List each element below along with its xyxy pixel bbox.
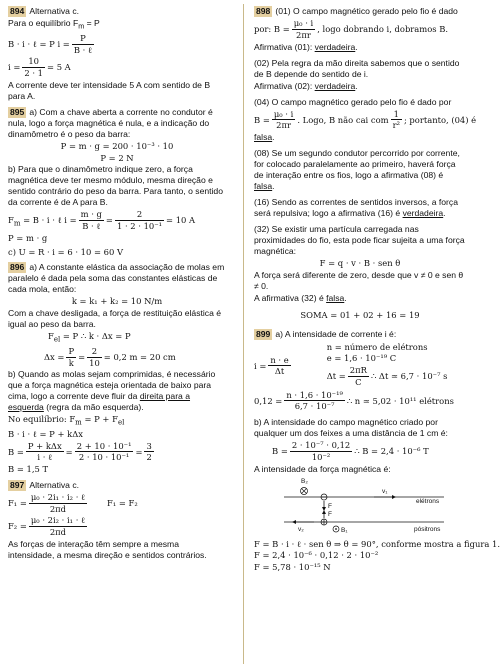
- fig-electrons-label: elétrons: [416, 497, 440, 505]
- q898-p1: [254, 6, 466, 17]
- q894-eq2-text: i =: [8, 62, 21, 73]
- eq-text: F: [48, 331, 54, 342]
- frac-num: μ₀ · i: [273, 108, 294, 119]
- eq-sub: m: [13, 219, 21, 228]
- q898-p3c: falsa.: [254, 132, 275, 142]
- fig-b2-label: B₂: [301, 477, 308, 485]
- q898-p4-text: (08) Se um segundo condutor percorrido por corrente, for colocado paralelamente ao primeiro, haverá força de interação entre os fios, logo a afirmativa (08) é: [254, 148, 460, 180]
- q899-eq3-frac: [290, 440, 352, 463]
- q898-p3-frac1: [272, 109, 295, 132]
- q896-eq5: B · i · ℓ = P + kΔx: [8, 428, 83, 439]
- eq-text: ∴ Δt ≃ 6,7 · 10⁻⁷ s: [370, 370, 448, 381]
- q896-eq1: k = k₁ + k₂ = 10 N/m: [71, 296, 163, 307]
- q899-number: 899: [256, 328, 271, 339]
- q898-p5: (16) Sendo as correntes de sentidos inversos, a força será repulsiva; logo a afirmativa (16) é verdadeira.: [254, 197, 458, 218]
- frac-den: B · ℓ: [73, 44, 92, 55]
- frac-den: 2 · 1: [24, 68, 44, 79]
- q896-p2: Com a chave desligada, a força de restituição elástica é igual ao peso da barra.: [8, 308, 222, 330]
- q895-eq3-frac2: [115, 209, 164, 232]
- fig-v1-label: v₁: [382, 487, 388, 495]
- left-column: [8, 6, 226, 562]
- q897-eq2: [8, 515, 226, 538]
- q898-number: 898: [256, 6, 271, 16]
- q896-b-tail: (regra da mão esquerda).: [43, 402, 144, 413]
- q899-b: b) A intensidade do campo magnético criado por qualquer um dos feixes a uma distância de 1 cm é:: [254, 417, 448, 438]
- affirm-verdict: verdadeira: [314, 80, 356, 91]
- eq-text: No equilíbrio: F: [8, 414, 76, 425]
- q894-line1: [8, 18, 226, 32]
- q899-eq4: F = B · i · ℓ · sen θ ⇒ θ = 90°, conforme mostra a figura 1.: [254, 538, 500, 549]
- q896-number: 896: [10, 262, 25, 273]
- q898-p6: (32) Se existir uma partícula carregada nas proximidades do fio, esta pode ficar sujeita a uma força magnética:: [254, 224, 465, 256]
- q898-p3-frac2: [391, 109, 402, 132]
- affirm-verdict: falsa: [254, 132, 273, 142]
- eq-text: B =: [254, 114, 270, 125]
- frac-num: P: [72, 33, 94, 45]
- q899-eq5: F = 2,4 · 10⁻⁶ · 0,12 · 2 · 10⁻²: [254, 550, 379, 561]
- eq-text: por: B =: [254, 23, 290, 34]
- q894-conclusion: A corrente deve ter intensidade 5 A com sentido de B para A.: [8, 79, 211, 101]
- eq-text: F₁ = F₂: [107, 497, 138, 508]
- frac-den: 10⁻²: [311, 451, 331, 462]
- frac-den: Δt: [274, 366, 285, 377]
- q894-eq2-tail: = 5 A: [47, 62, 71, 73]
- frac-den: B · ℓ: [82, 221, 101, 232]
- q899-eq1-block: [254, 341, 466, 389]
- q899-c: A intensidade da força magnética é:: [254, 463, 391, 474]
- eq-text: = 0,2 m = 20 cm: [103, 351, 176, 362]
- q896-a-text: a) A constante elástica da associação de molas em paralelo é dada pela soma das constantes elásticas de cada mola, então:: [8, 262, 225, 295]
- frac-num: 2: [115, 209, 164, 221]
- q896-a: [8, 262, 226, 295]
- frac-den: 2πd: [49, 527, 67, 538]
- affirm-verdict: verdadeira: [402, 208, 444, 218]
- frac-den: 10: [89, 357, 100, 368]
- q898-p3: (04) O campo magnético gerado pelo fio é dado por: [254, 96, 452, 107]
- eq-text: = B · i · ℓ i =: [20, 215, 77, 226]
- fig-b1-label: B₁: [341, 526, 348, 534]
- frac-num: 10: [22, 56, 45, 68]
- q896-b-underlined: direita para a esquerda: [8, 391, 191, 413]
- q898-p2: (02) Pela regra da mão direita sabemos que o sentido de B depende do sentido de i.: [254, 57, 460, 79]
- q895-eq3: [8, 209, 226, 232]
- q897-eq1: [8, 492, 226, 515]
- frac-num: μ₀ · 2i₁ · i₂ · ℓ: [30, 491, 86, 502]
- affirm-verdict: falsa: [254, 181, 273, 191]
- q894-number: 894: [10, 6, 25, 16]
- affirm-label: Afirmativa (02):: [254, 80, 315, 91]
- eq-text: = 10 A: [166, 215, 196, 226]
- legend-dt: [327, 365, 448, 388]
- eq-text: =: [105, 215, 113, 226]
- q894-eq1-text: B · i · ℓ = P i =: [8, 38, 70, 49]
- frac-den: 2πr: [296, 29, 311, 40]
- frac-den: 1 · 2 · 10⁻¹: [116, 221, 163, 232]
- q895-a-text: a) Com a chave aberta a corrente no condutor é nula, logo a força magnética é nula, e a indicação do dinamômetro é o peso da barra:: [8, 106, 213, 139]
- q898-p1-frac: [292, 18, 315, 41]
- q896-eq2: [48, 331, 226, 345]
- frac-den: 2: [146, 452, 152, 463]
- q895-number: 895: [10, 106, 25, 117]
- q896-eq6-frac1: [26, 441, 64, 464]
- q894-sub: m: [78, 22, 85, 31]
- q896-eq6: [8, 441, 226, 464]
- eq-text: F: [8, 215, 14, 226]
- q897-eq2-frac: [29, 515, 87, 538]
- q899-a-text: a) A intensidade de corrente i é:: [275, 328, 397, 339]
- q898-p3-eq: [254, 108, 477, 132]
- fig-f1-label: F: [328, 502, 332, 510]
- q896-eq3-frac1: [66, 346, 76, 369]
- eq-sub: m: [75, 418, 82, 427]
- q897-answer: Alternativa c.: [29, 479, 80, 490]
- q896-b: [8, 369, 226, 413]
- frac-num: 2 · 10⁻⁷ · 0,12: [291, 440, 351, 450]
- q895-b-text: b) Para que o dinamômetro indique zero, a força magnética deve ter mesmo módulo, mesma direção e sentido contrário do peso da barra. Para tanto, o sentido da corrente é de A para B.: [8, 164, 223, 208]
- q895-c: c) U = R · i = 6 · 10 = 60 V: [8, 246, 124, 257]
- legend-e: e = 1,6 · 10⁻¹⁹ C: [326, 353, 397, 364]
- frac-den: k: [68, 357, 74, 368]
- q896-eq3: [44, 346, 226, 369]
- eq-text: =: [65, 446, 73, 457]
- frac-num: 1: [391, 109, 402, 121]
- eq-text: ∴ n ≃ 5,02 · 10¹¹ elétrons: [346, 395, 454, 406]
- q894-tail: = P: [84, 18, 100, 28]
- eq-text: . Logo, B não cai com: [297, 114, 389, 125]
- q894-answer: Alternativa c.: [29, 6, 80, 16]
- eq-text: F₂ =: [8, 521, 27, 532]
- q898-eq6: F = q · v · B · sen θ: [319, 258, 401, 268]
- frac-num: μ₀ · i: [293, 18, 314, 28]
- eq-text: = P ∴ k · Δx = P: [60, 331, 131, 342]
- affirm-label: A afirmativa (32) é: [254, 292, 327, 303]
- q898-p1-eq: [254, 18, 466, 41]
- affirm-label: Afirmativa (01):: [254, 41, 315, 52]
- q898-p1-text: (01) O campo magnético gerado pelo fio é dado: [275, 6, 458, 16]
- frac-num: 2 + 10 · 10⁻¹: [76, 440, 132, 451]
- fig-f2-label: F: [328, 510, 332, 518]
- frac-den: C: [355, 376, 362, 387]
- legend-dt-frac: [348, 365, 369, 388]
- q894-text: Para o equilíbrio F: [8, 18, 79, 28]
- eq-text: =: [135, 446, 143, 457]
- q895-eq2: P = 2 N: [100, 152, 134, 163]
- frac-den: 6,7 · 10⁻⁷: [294, 401, 335, 412]
- q898-p2c: Afirmativa (02): verdadeira.: [254, 80, 358, 91]
- q896-eq3-frac2: [87, 346, 102, 369]
- q897-eq1-frac: [29, 492, 87, 515]
- frac-num: 2: [87, 346, 102, 358]
- eq-text: Δt =: [326, 370, 346, 381]
- affirm-verdict: verdadeira: [314, 41, 356, 52]
- eq-text: , logo dobrando i, dobramos B.: [317, 23, 449, 34]
- frac-den: 2πr: [276, 120, 291, 131]
- eq-text: Δx =: [44, 351, 65, 362]
- eq-sub: el: [117, 418, 125, 427]
- q898-sum: SOMA = 01 + 02 + 16 = 19: [300, 309, 420, 320]
- frac-den: 2πd: [49, 503, 67, 514]
- q896-b-text: b) Quando as molas sejam comprimidas, é necessário que a força magnética esteja orientada de baixo para cima, logo a corrente deve fluir da: [8, 369, 216, 402]
- fig-v2-label: v₂: [298, 525, 304, 533]
- q895-eq3-frac1: [79, 209, 104, 232]
- column-divider: [243, 4, 244, 664]
- q894-eq2: [8, 56, 226, 79]
- q899-eq2: [254, 390, 466, 413]
- q899-eq1-legend: [327, 341, 448, 389]
- legend-n: n = número de elétrons: [326, 341, 428, 352]
- q895-eq1: P = m · g = 200 · 10⁻³ · 10: [60, 140, 174, 151]
- eq-text: ; portanto, (04) é: [403, 114, 477, 125]
- eq-text: B =: [8, 446, 24, 457]
- frac-num: m · g: [80, 209, 102, 220]
- q899-eq6: F = 5,78 · 10⁻¹⁵ N: [254, 562, 331, 572]
- eq-text: = P + F: [81, 414, 118, 425]
- q898-p7c: A afirmativa (32) é falsa.: [254, 292, 347, 303]
- q899-eq3: [272, 440, 466, 463]
- q898-p1c: Afirmativa (01): verdadeira.: [254, 41, 358, 52]
- q897-heading: [8, 480, 226, 491]
- q894-eq1-frac: [72, 33, 94, 56]
- q898-p4: (08) Se um segundo condutor percorrido por corrente, for colocado paralelamente ao primeiro, haverá força de interação entre os fios, logo a afirmativa (08) é falsa.: [254, 148, 460, 191]
- affirm-verdict: falsa: [326, 292, 345, 303]
- q899-a: [254, 329, 466, 340]
- frac-den: r²: [392, 120, 400, 131]
- eq-text: 0,12 =: [254, 395, 283, 406]
- frac-num: 3: [146, 440, 152, 451]
- frac-num: n · e: [270, 354, 289, 365]
- q895-eq4: P = m · g: [8, 232, 48, 243]
- q894-heading: [8, 6, 226, 17]
- q898-p5-text: (16) Sendo as correntes de sentidos inversos, a força será repulsiva; logo a afirmativa (16) é: [254, 197, 458, 218]
- q896-eq6-frac2: [75, 441, 134, 464]
- frac-num: μ₀ · 2i₂ · i₁ · ℓ: [30, 515, 86, 526]
- eq-text: i =: [254, 360, 267, 371]
- q896-eq7: B = 1,5 T: [8, 464, 49, 475]
- q899-eq2-frac: [284, 390, 344, 413]
- eq-text: F₁ =: [8, 497, 27, 508]
- frac-den: i · ℓ: [37, 452, 53, 463]
- q897-conclusion: As forças de interação têm sempre a mesma intensidade, a mesma direção e sentidos contrários.: [8, 538, 207, 560]
- q895-a: [8, 107, 226, 140]
- eq-text: B =: [272, 445, 288, 456]
- frac-num: P + kΔx: [27, 440, 62, 451]
- q896-eq6-frac3: [144, 441, 153, 464]
- q897-number: 897: [10, 479, 25, 490]
- q894-eq1: [8, 33, 226, 56]
- frac-den: 2 · 10 · 10⁻¹: [78, 452, 130, 463]
- frac-num: P: [68, 345, 75, 356]
- fig-positrons-label: pósitrons: [414, 525, 441, 533]
- eq-text: ∴ B = 2,4 · 10⁻⁶ T: [354, 445, 429, 456]
- eq-sub: el: [53, 335, 61, 344]
- frac-num: 2πR: [349, 365, 367, 375]
- eq-text: =: [78, 351, 86, 362]
- q899-eq1-frac: [268, 355, 290, 378]
- right-column: [254, 6, 500, 574]
- beams-force-figure: [274, 477, 454, 537]
- q896-eq4: [8, 414, 226, 428]
- q894-eq2-frac: [22, 56, 45, 79]
- q898-p7: A força será diferente de zero, desde que v ≠ 0 e sen θ ≠ 0.: [254, 269, 464, 291]
- frac-num: n · 1,6 · 10⁻¹⁹: [286, 389, 343, 400]
- q899-eq1: [254, 355, 293, 378]
